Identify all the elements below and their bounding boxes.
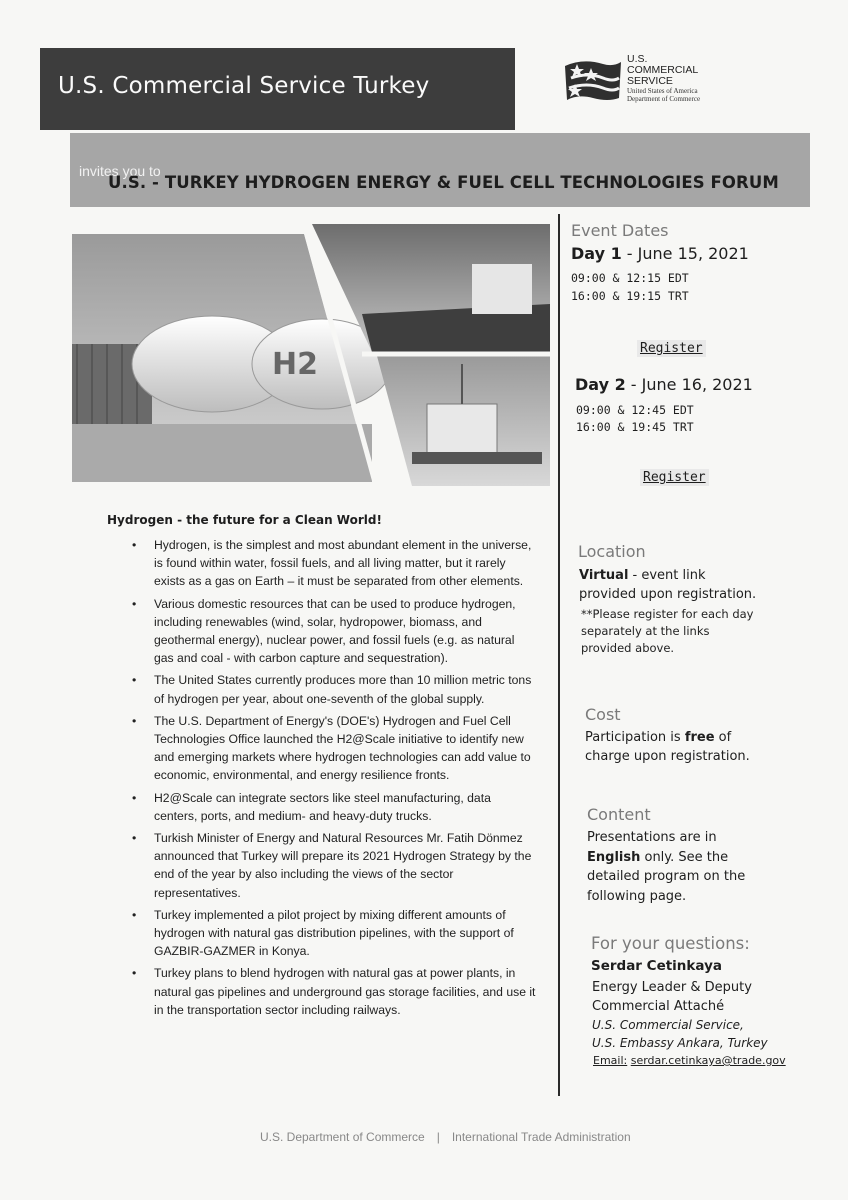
location-virtual: Virtual [579, 568, 629, 583]
footer-doc: U.S. Department of Commerce [260, 1130, 425, 1144]
logo-text-service: SERVICE [627, 75, 673, 87]
bullet-icon: • [132, 966, 137, 981]
day2-time-trt: 16:00 & 19:45 TRT [576, 420, 694, 434]
list-item [128, 906, 536, 961]
day1-date: - June 15, 2021 [621, 244, 749, 263]
footer-ita: International Trade Administration [451, 1130, 631, 1144]
day1-time-edt: 09:00 & 12:15 EDT [571, 271, 689, 285]
bullet-icon: • [132, 538, 137, 552]
location-note-line1: **Please register for each day [581, 607, 754, 621]
list-item-text: Hydrogen, is the simplest and most abundant element in the universe, is found within water, fossil fuels, and all living matter, but it rarely exists as a gas on Earth – it must be separated from other elements. [154, 538, 532, 589]
cost-heading: Cost [585, 705, 621, 724]
commercial-service-logo [563, 54, 713, 110]
cost-line2: charge upon registration. [585, 749, 750, 764]
footer-separator: | [436, 1130, 440, 1144]
list-item [128, 712, 536, 785]
register-day2-button[interactable]: Register [640, 469, 709, 486]
list-item-text: Various domestic resources that can be used to produce hydrogen, including renewables (wind, solar, hydropower, biomass, and geothermal energy), nuclear power, and fossil fuels (e.g. as natural gas and coal - with carbon capture and sequestration). [154, 596, 516, 666]
day1-label [571, 244, 749, 263]
day1-time-trt: 16:00 & 19:15 TRT [571, 289, 689, 303]
logo-text-us: U.S. [627, 53, 648, 65]
contact-name: Serdar Cetinkaya [591, 958, 723, 974]
h2-label: H2 [272, 347, 318, 382]
day2-time-edt: 09:00 & 12:45 EDT [576, 403, 694, 417]
list-item-text: The United States currently produces more than 10 million metric tons of hydrogen per year, about one-seventh of the global supply. [154, 673, 532, 706]
forum-title: U.S. - TURKEY HYDROGEN ENERGY & FUEL CELL TECHNOLOGIES FORUM [108, 173, 779, 192]
day2-label-strong: Day 2 [575, 375, 626, 394]
column-divider [558, 214, 560, 1096]
bullet-icon: • [132, 673, 137, 688]
email-label: Email: [593, 1054, 628, 1067]
cost-of: of [714, 730, 732, 745]
list-item [128, 595, 536, 668]
hydrogen-facts-list [128, 536, 536, 1023]
cost-free: free [684, 730, 715, 745]
contact-org2: U.S. Embassy Ankara, Turkey [592, 1036, 768, 1050]
list-item-text: H2@Scale can integrate sectors like steel manufacturing, data centers, ports, and medium- and heavy-duty trucks. [154, 790, 491, 823]
contact-role2: Commercial Attaché [592, 999, 725, 1014]
cost-line1 [585, 728, 731, 747]
day2-label [575, 375, 753, 394]
contact-email-row [593, 1054, 786, 1067]
list-item-text: The U.S. Department of Energy's (DOE's) Hydrogen and Fuel Cell Technologies Office launched the H2@Scale initiative to identify new and emerging markets where hydrogen technologies can add value to economic, environmental, and energy resilience fronts. [154, 713, 531, 783]
hydrogen-photo-collage [72, 224, 550, 486]
content-heading: Content [587, 805, 651, 824]
list-item [128, 671, 536, 707]
lead-heading: Hydrogen - the future for a Clean World! [107, 513, 382, 527]
bullet-icon: • [132, 907, 137, 922]
bullet-icon: • [132, 596, 137, 611]
location-line1 [579, 566, 706, 585]
content-line4: following page. [587, 889, 687, 904]
list-item [128, 536, 536, 591]
location-note-line2: separately at the links [581, 624, 710, 638]
day1-label-strong: Day 1 [571, 244, 622, 263]
content-line3: detailed program on the [587, 869, 746, 884]
logo-text-usa: United States of America [627, 87, 698, 95]
invite-band [70, 133, 810, 207]
location-note-line3: provided above. [581, 641, 675, 655]
email-link[interactable]: serdar.cetinkaya@trade.gov [630, 1054, 786, 1067]
list-item [128, 789, 536, 825]
bullet-icon: • [132, 831, 137, 846]
location-line2: provided upon registration. [579, 587, 757, 602]
list-item-text: Turkish Minister of Energy and Natural Resources Mr. Fatih Dönmez announced that Turkey will prepare its 2021 Hydrogen Strategy by the end of the year by also including the views of the sector representatives. [154, 831, 532, 900]
header-title: U.S. Commercial Service Turkey [58, 73, 430, 99]
bullet-icon: • [132, 713, 137, 728]
location-event-link: - event link [628, 568, 706, 583]
content-line2 [587, 848, 728, 867]
cost-participation: Participation is [585, 730, 685, 745]
bullet-icon: • [132, 790, 137, 805]
footer [260, 1130, 631, 1144]
content-line1: Presentations are in [587, 830, 717, 845]
day2-date: - June 16, 2021 [625, 375, 753, 394]
questions-heading: For your questions: [591, 934, 750, 953]
list-item-text: Turkey implemented a pilot project by mixing different amounts of hydrogen with natural gas distribution pipelines, with the support of GAZBIR-GAZMER in Konya. [154, 907, 514, 959]
logo-text-doc: Department of Commerce [627, 95, 701, 103]
location-note [581, 606, 754, 657]
list-item [128, 964, 536, 1019]
content-only: only. See the [640, 850, 729, 865]
event-dates-heading: Event Dates [571, 221, 669, 240]
logo-text-commercial: COMMERCIAL [627, 64, 699, 76]
contact-role1: Energy Leader & Deputy [592, 980, 752, 995]
invite-subtitle: invites you to [79, 163, 161, 179]
list-item [128, 829, 536, 902]
contact-org1: U.S. Commercial Service, [592, 1018, 744, 1032]
location-heading: Location [578, 542, 646, 561]
register-day1-button[interactable]: Register [637, 340, 706, 357]
content-english: English [587, 850, 641, 865]
list-item-text: Turkey plans to blend hydrogen with natural gas at power plants, in natural gas pipelines and underground gas storage facilities, and use it in the transportation sector including railways. [154, 966, 536, 1017]
flag-stars-icon [563, 58, 623, 104]
